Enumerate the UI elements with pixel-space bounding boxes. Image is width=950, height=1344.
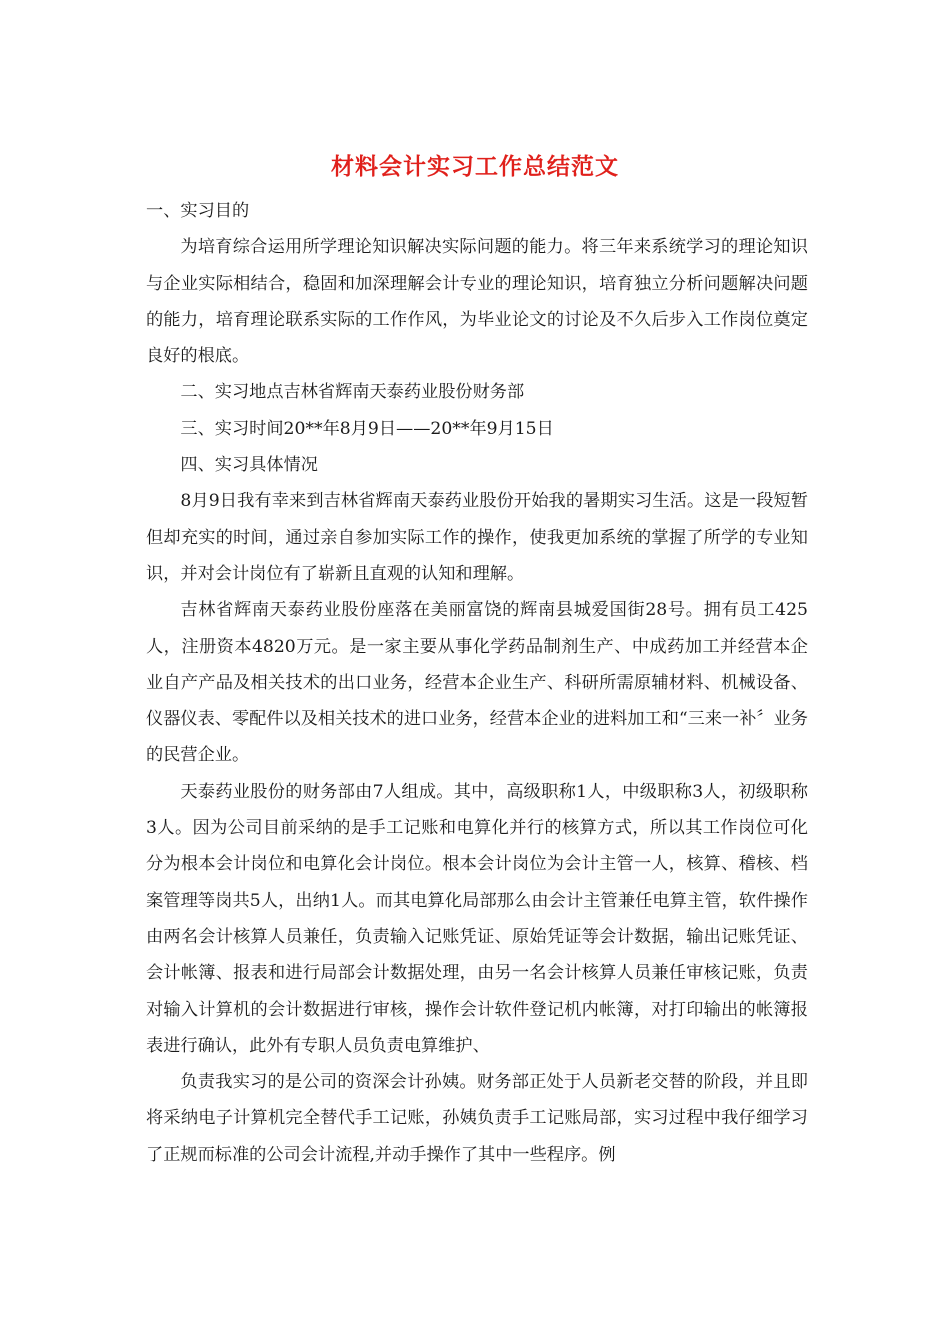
paragraph: 四、实习具体情况 <box>180 455 318 476</box>
paragraph: 三、实习时间20**年8月9日——20**年9月15日 <box>180 418 554 439</box>
paragraph: 二、实习地点吉林省辉南天泰药业股份财务部 <box>180 382 525 403</box>
paragraph: 吉林省辉南天泰药业股份座落在美丽富饶的辉南县城爱国街28号。拥有员工425人，注册资本4820万元。是一家主要从事化学药品制剂生产、中成药加工并经营本企业自产产品及相关技术的出口业务，经营本企业生产、科研所需原辅材料、机械设备、仪器仪表、零配件以及相关技术的进口业务，经营本企业的进料加工和“三来一补〞业务的民营企业。 <box>146 600 808 766</box>
document-body <box>146 193 808 1173</box>
paragraph: 天泰药业股份的财务部由7人组成。其中，高级职称1人，中级职称3人，初级职称3人。因为公司目前采纳的是手工记账和电算化并行的核算方式，所以其工作岗位可化分为根本会计岗位和电算化会计岗位。根本会计岗位为会计主管一人，核算、稽核、档案管理等岗共5人，出纳1人。而其电算化局部那么由会计主管兼任电算主管，软件操作由两名会计核算人员兼任，负责输入记账凭证、原始凭证等会计数据，输出记账凭证、会计帐簿、报表和进行局部会计数据处理，由另一名会计核算人员兼任审核记账，负责对输入计算机的会计数据进行审核，操作会计软件登记机内帐簿，对打印输出的帐簿报表进行确认，此外有专职人员负责电算维护、 <box>146 781 808 1056</box>
paragraph: 8月9日我有幸来到吉林省辉南天泰药业股份开始我的暑期实习生活。这是一段短暂但却充实的时间，通过亲自参加实际工作的操作，使我更加系统的掌握了所学的专业知识，并对会计岗位有了崭新且直观的认知和理解。 <box>146 491 808 584</box>
paragraph: 负责我实习的是公司的资深会计孙姨。财务部正处于人员新老交替的阶段，并且即将采纳电子计算机完全替代手工记账，孙姨负责手工记账局部，实习过程中我仔细学习了正规而标准的公司会计流程,并动手操作了其中一些程序。例 <box>146 1072 808 1165</box>
document-title: 材料会计实习工作总结范文 <box>331 153 619 180</box>
paragraph: 一、实习目的 <box>146 201 250 221</box>
paragraph: 为培育综合运用所学理论知识解决实际问题的能力。将三年来系统学习的理论知识与企业实际相结合，稳固和加深理解会计专业的理论知识，培育独立分析问题解决问题的能力，培育理论联系实际的工作作风，为毕业论文的讨论及不久后步入工作岗位奠定良好的根底。 <box>146 237 808 367</box>
